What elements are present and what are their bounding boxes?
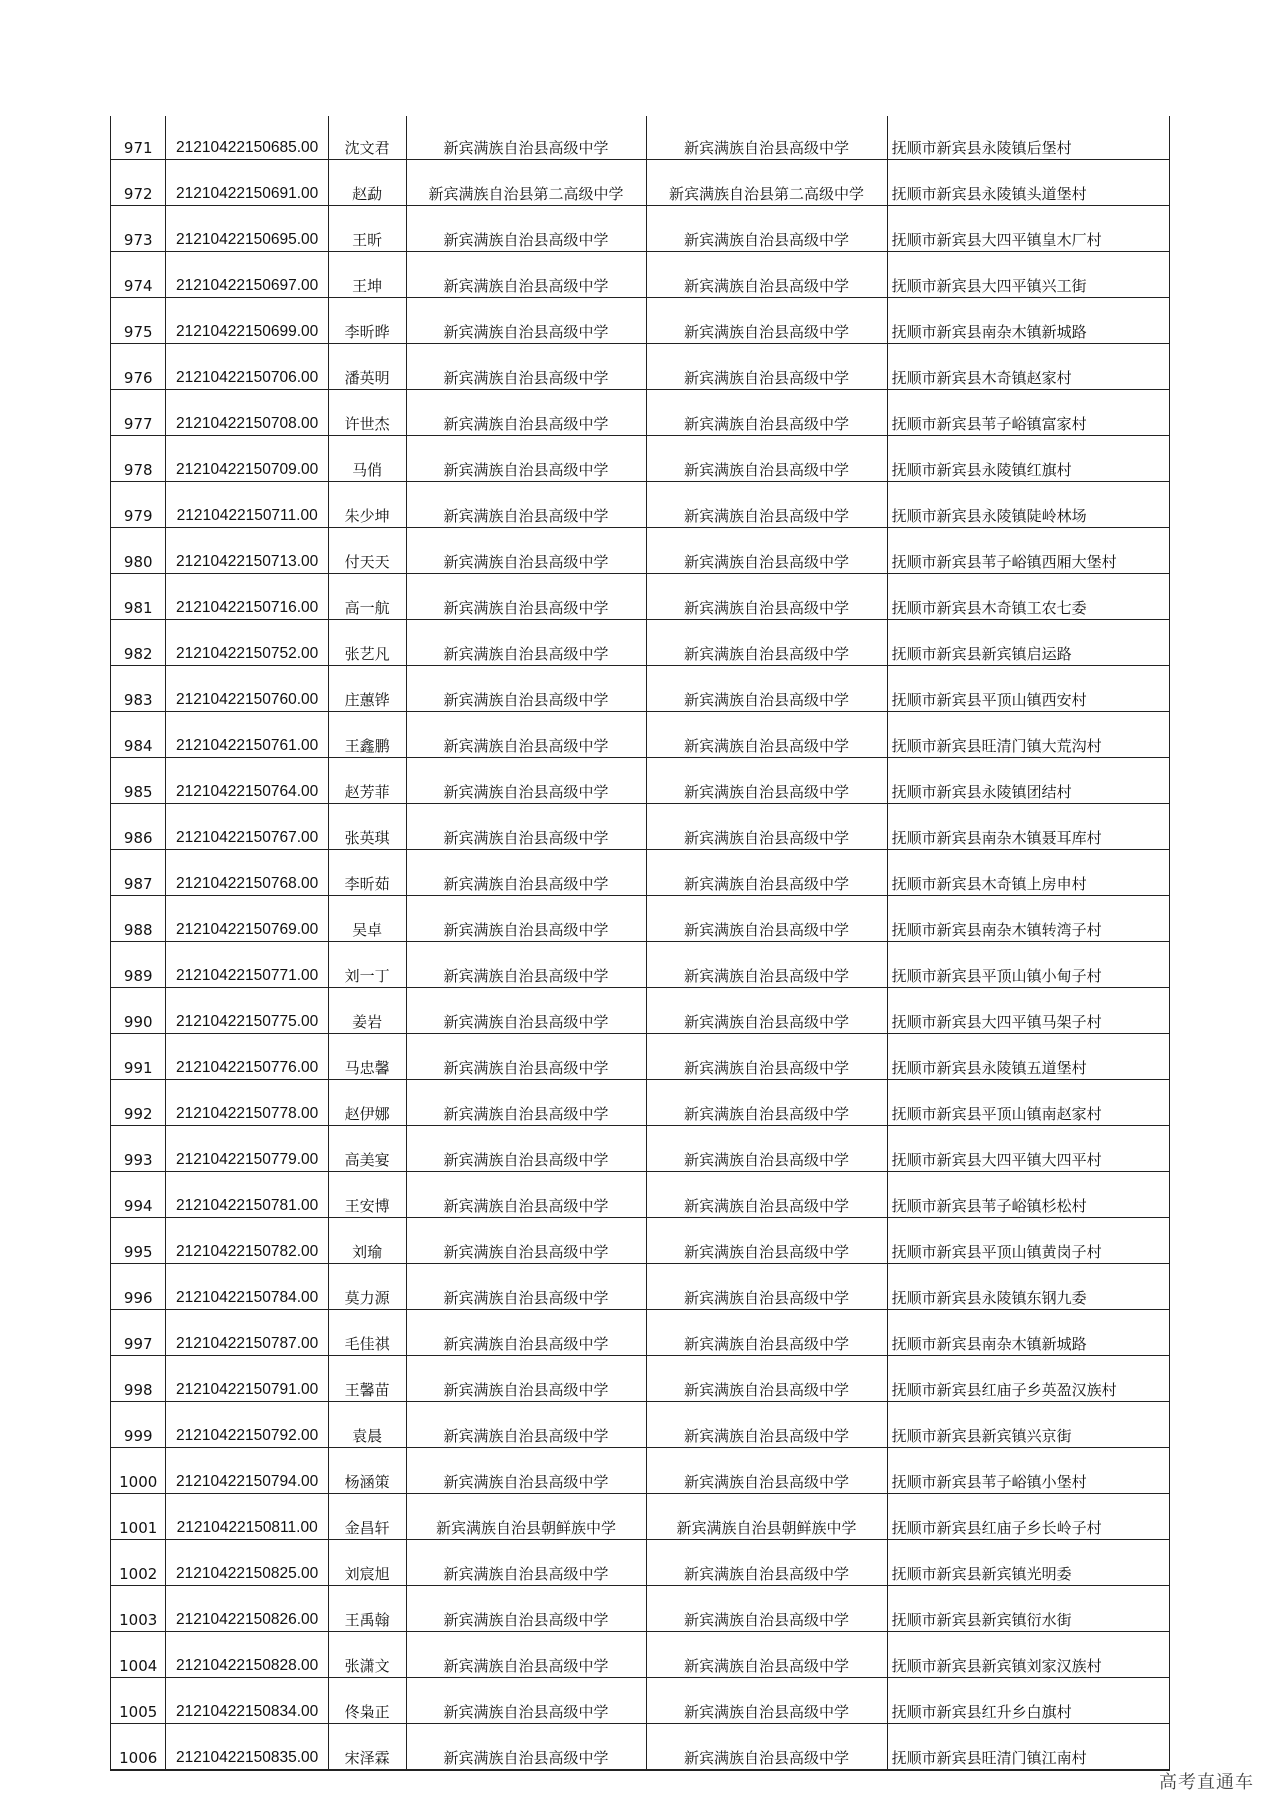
school-name-cell: 新宾满族自治县高级中学 [406,528,646,574]
student-name-cell: 袁晨 [328,1402,406,1448]
exam-number-cell: 21210422150699.00 [166,298,328,344]
student-name-cell: 王安博 [328,1172,406,1218]
exam-number-cell: 21210422150828.00 [166,1632,328,1678]
exam-number-cell: 21210422150713.00 [166,528,328,574]
exam-number-cell: 21210422150767.00 [166,804,328,850]
table-row [111,252,1170,298]
row-number-cell: 1003 [111,1586,166,1632]
table-row [111,482,1170,528]
row-number-cell: 1006 [111,1724,166,1771]
enrolled-school-cell: 新宾满族自治县高级中学 [646,1724,887,1771]
enrolled-school-cell: 新宾满族自治县高级中学 [646,206,887,252]
table-row [111,1356,1170,1402]
row-number-cell: 1001 [111,1494,166,1540]
student-name-cell: 刘宸旭 [328,1540,406,1586]
exam-number-cell: 21210422150768.00 [166,850,328,896]
exam-number-cell: 21210422150835.00 [166,1724,328,1771]
home-address-cell: 抚顺市新宾县新宾镇光明委 [887,1540,1169,1586]
school-name-cell: 新宾满族自治县高级中学 [406,896,646,942]
school-name-cell: 新宾满族自治县高级中学 [406,1356,646,1402]
exam-number-cell: 21210422150760.00 [166,666,328,712]
home-address-cell: 抚顺市新宾县永陵镇后堡村 [887,116,1169,160]
row-number-cell: 1004 [111,1632,166,1678]
exam-number-cell: 21210422150752.00 [166,620,328,666]
enrolled-school-cell: 新宾满族自治县高级中学 [646,436,887,482]
table-row [111,942,1170,988]
enrolled-school-cell: 新宾满族自治县高级中学 [646,988,887,1034]
table-row [111,1586,1170,1632]
exam-number-cell: 21210422150781.00 [166,1172,328,1218]
student-name-cell: 付天天 [328,528,406,574]
home-address-cell: 抚顺市新宾县大四平镇大四平村 [887,1126,1169,1172]
exam-number-cell: 21210422150769.00 [166,896,328,942]
row-number-cell: 995 [111,1218,166,1264]
exam-number-cell: 21210422150825.00 [166,1540,328,1586]
student-name-cell: 张英琪 [328,804,406,850]
enrolled-school-cell: 新宾满族自治县高级中学 [646,620,887,666]
table-row [111,160,1170,206]
school-name-cell: 新宾满族自治县朝鲜族中学 [406,1494,646,1540]
row-number-cell: 979 [111,482,166,528]
student-name-cell: 庄蕙铧 [328,666,406,712]
student-table [110,116,1170,1771]
student-name-cell: 王馨苗 [328,1356,406,1402]
enrolled-school-cell: 新宾满族自治县高级中学 [646,574,887,620]
home-address-cell: 抚顺市新宾县红庙子乡长岭子村 [887,1494,1169,1540]
table-row [111,712,1170,758]
school-name-cell: 新宾满族自治县高级中学 [406,252,646,298]
home-address-cell: 抚顺市新宾县新宾镇启运路 [887,620,1169,666]
student-name-cell: 赵芳菲 [328,758,406,804]
table-row [111,988,1170,1034]
student-name-cell: 王坤 [328,252,406,298]
exam-number-cell: 21210422150794.00 [166,1448,328,1494]
exam-number-cell: 21210422150691.00 [166,160,328,206]
table-row [111,436,1170,482]
home-address-cell: 抚顺市新宾县苇子峪镇富家村 [887,390,1169,436]
table-row [111,528,1170,574]
student-table-body [111,116,1170,1770]
table-row [111,1402,1170,1448]
table-row [111,1126,1170,1172]
enrolled-school-cell: 新宾满族自治县高级中学 [646,1540,887,1586]
school-name-cell: 新宾满族自治县高级中学 [406,1080,646,1126]
enrolled-school-cell: 新宾满族自治县高级中学 [646,1402,887,1448]
student-name-cell: 沈文君 [328,116,406,160]
enrolled-school-cell: 新宾满族自治县高级中学 [646,298,887,344]
row-number-cell: 976 [111,344,166,390]
school-name-cell: 新宾满族自治县高级中学 [406,850,646,896]
table-row [111,298,1170,344]
exam-number-cell: 21210422150792.00 [166,1402,328,1448]
school-name-cell: 新宾满族自治县高级中学 [406,1678,646,1724]
row-number-cell: 972 [111,160,166,206]
exam-number-cell: 21210422150784.00 [166,1264,328,1310]
table-row [111,1310,1170,1356]
school-name-cell: 新宾满族自治县高级中学 [406,1540,646,1586]
row-number-cell: 983 [111,666,166,712]
school-name-cell: 新宾满族自治县高级中学 [406,620,646,666]
enrolled-school-cell: 新宾满族自治县高级中学 [646,344,887,390]
school-name-cell: 新宾满族自治县高级中学 [406,1632,646,1678]
school-name-cell: 新宾满族自治县高级中学 [406,666,646,712]
roster-sheet [110,116,1170,1771]
student-name-cell: 宋泽霖 [328,1724,406,1771]
school-name-cell: 新宾满族自治县高级中学 [406,1264,646,1310]
enrolled-school-cell: 新宾满族自治县高级中学 [646,1080,887,1126]
student-name-cell: 赵伊娜 [328,1080,406,1126]
row-number-cell: 982 [111,620,166,666]
home-address-cell: 抚顺市新宾县平顶山镇西安村 [887,666,1169,712]
row-number-cell: 984 [111,712,166,758]
enrolled-school-cell: 新宾满族自治县高级中学 [646,252,887,298]
student-name-cell: 赵勐 [328,160,406,206]
enrolled-school-cell: 新宾满族自治县高级中学 [646,1448,887,1494]
row-number-cell: 996 [111,1264,166,1310]
home-address-cell: 抚顺市新宾县木奇镇工农七委 [887,574,1169,620]
exam-number-cell: 21210422150697.00 [166,252,328,298]
row-number-cell: 993 [111,1126,166,1172]
row-number-cell: 989 [111,942,166,988]
table-row [111,206,1170,252]
enrolled-school-cell: 新宾满族自治县高级中学 [646,1034,887,1080]
home-address-cell: 抚顺市新宾县旺清门镇江南村 [887,1724,1169,1771]
table-row [111,1678,1170,1724]
enrolled-school-cell: 新宾满族自治县高级中学 [646,666,887,712]
home-address-cell: 抚顺市新宾县大四平镇兴工街 [887,252,1169,298]
table-row [111,758,1170,804]
table-row [111,1724,1170,1771]
home-address-cell: 抚顺市新宾县旺清门镇大荒沟村 [887,712,1169,758]
home-address-cell: 抚顺市新宾县永陵镇五道堡村 [887,1034,1169,1080]
row-number-cell: 999 [111,1402,166,1448]
exam-number-cell: 21210422150791.00 [166,1356,328,1402]
student-name-cell: 马忠馨 [328,1034,406,1080]
student-name-cell: 张艺凡 [328,620,406,666]
enrolled-school-cell: 新宾满族自治县高级中学 [646,1264,887,1310]
exam-number-cell: 21210422150826.00 [166,1586,328,1632]
table-row [111,344,1170,390]
student-name-cell: 潘英明 [328,344,406,390]
school-name-cell: 新宾满族自治县高级中学 [406,116,646,160]
enrolled-school-cell: 新宾满族自治县高级中学 [646,850,887,896]
exam-number-cell: 21210422150706.00 [166,344,328,390]
home-address-cell: 抚顺市新宾县苇子峪镇西厢大堡村 [887,528,1169,574]
home-address-cell: 抚顺市新宾县南杂木镇转湾子村 [887,896,1169,942]
home-address-cell: 抚顺市新宾县平顶山镇南赵家村 [887,1080,1169,1126]
enrolled-school-cell: 新宾满族自治县高级中学 [646,804,887,850]
student-name-cell: 朱少坤 [328,482,406,528]
school-name-cell: 新宾满族自治县高级中学 [406,1402,646,1448]
enrolled-school-cell: 新宾满族自治县第二高级中学 [646,160,887,206]
exam-number-cell: 21210422150764.00 [166,758,328,804]
home-address-cell: 抚顺市新宾县苇子峪镇杉松村 [887,1172,1169,1218]
table-row [111,574,1170,620]
home-address-cell: 抚顺市新宾县南杂木镇新城路 [887,1310,1169,1356]
school-name-cell: 新宾满族自治县高级中学 [406,1034,646,1080]
row-number-cell: 992 [111,1080,166,1126]
student-name-cell: 吴卓 [328,896,406,942]
row-number-cell: 990 [111,988,166,1034]
exam-number-cell: 21210422150709.00 [166,436,328,482]
enrolled-school-cell: 新宾满族自治县高级中学 [646,1586,887,1632]
row-number-cell: 1000 [111,1448,166,1494]
row-number-cell: 997 [111,1310,166,1356]
exam-number-cell: 21210422150787.00 [166,1310,328,1356]
enrolled-school-cell: 新宾满族自治县高级中学 [646,1310,887,1356]
enrolled-school-cell: 新宾满族自治县高级中学 [646,712,887,758]
enrolled-school-cell: 新宾满族自治县朝鲜族中学 [646,1494,887,1540]
student-name-cell: 姜岩 [328,988,406,1034]
table-row [111,1034,1170,1080]
table-row [111,1080,1170,1126]
table-row [111,1448,1170,1494]
exam-number-cell: 21210422150782.00 [166,1218,328,1264]
home-address-cell: 抚顺市新宾县南杂木镇聂耳库村 [887,804,1169,850]
exam-number-cell: 21210422150834.00 [166,1678,328,1724]
school-name-cell: 新宾满族自治县高级中学 [406,390,646,436]
home-address-cell: 抚顺市新宾县南杂木镇新城路 [887,298,1169,344]
row-number-cell: 988 [111,896,166,942]
school-name-cell: 新宾满族自治县高级中学 [406,1310,646,1356]
table-row [111,1264,1170,1310]
student-name-cell: 张潇文 [328,1632,406,1678]
table-row [111,116,1170,160]
school-name-cell: 新宾满族自治县高级中学 [406,1586,646,1632]
student-name-cell: 李昕晔 [328,298,406,344]
row-number-cell: 973 [111,206,166,252]
table-row [111,1172,1170,1218]
home-address-cell: 抚顺市新宾县红升乡白旗村 [887,1678,1169,1724]
home-address-cell: 抚顺市新宾县红庙子乡英盈汉族村 [887,1356,1169,1402]
student-name-cell: 王昕 [328,206,406,252]
school-name-cell: 新宾满族自治县高级中学 [406,482,646,528]
exam-number-cell: 21210422150771.00 [166,942,328,988]
enrolled-school-cell: 新宾满族自治县高级中学 [646,390,887,436]
row-number-cell: 981 [111,574,166,620]
home-address-cell: 抚顺市新宾县永陵镇陡岭林场 [887,482,1169,528]
row-number-cell: 994 [111,1172,166,1218]
home-address-cell: 抚顺市新宾县平顶山镇小甸子村 [887,942,1169,988]
row-number-cell: 980 [111,528,166,574]
home-address-cell: 抚顺市新宾县苇子峪镇小堡村 [887,1448,1169,1494]
student-name-cell: 李昕茹 [328,850,406,896]
student-name-cell: 佟枭正 [328,1678,406,1724]
row-number-cell: 977 [111,390,166,436]
table-row [111,850,1170,896]
enrolled-school-cell: 新宾满族自治县高级中学 [646,528,887,574]
row-number-cell: 998 [111,1356,166,1402]
school-name-cell: 新宾满族自治县高级中学 [406,712,646,758]
exam-number-cell: 21210422150711.00 [166,482,328,528]
table-row [111,804,1170,850]
enrolled-school-cell: 新宾满族自治县高级中学 [646,1678,887,1724]
home-address-cell: 抚顺市新宾县木奇镇上房申村 [887,850,1169,896]
student-name-cell: 高美宴 [328,1126,406,1172]
row-number-cell: 986 [111,804,166,850]
school-name-cell: 新宾满族自治县高级中学 [406,298,646,344]
row-number-cell: 1005 [111,1678,166,1724]
student-name-cell: 许世杰 [328,390,406,436]
enrolled-school-cell: 新宾满族自治县高级中学 [646,1172,887,1218]
enrolled-school-cell: 新宾满族自治县高级中学 [646,1632,887,1678]
table-row [111,1494,1170,1540]
school-name-cell: 新宾满族自治县高级中学 [406,804,646,850]
exam-number-cell: 21210422150776.00 [166,1034,328,1080]
table-row [111,1540,1170,1586]
school-name-cell: 新宾满族自治县高级中学 [406,758,646,804]
home-address-cell: 抚顺市新宾县大四平镇马架子村 [887,988,1169,1034]
school-name-cell: 新宾满族自治县高级中学 [406,1218,646,1264]
row-number-cell: 987 [111,850,166,896]
enrolled-school-cell: 新宾满族自治县高级中学 [646,1356,887,1402]
school-name-cell: 新宾满族自治县高级中学 [406,206,646,252]
school-name-cell: 新宾满族自治县高级中学 [406,1448,646,1494]
home-address-cell: 抚顺市新宾县大四平镇皇木厂村 [887,206,1169,252]
school-name-cell: 新宾满族自治县高级中学 [406,1126,646,1172]
table-row [111,666,1170,712]
home-address-cell: 抚顺市新宾县新宾镇衍水街 [887,1586,1169,1632]
watermark-text: 高考直通车 [1159,1772,1254,1793]
table-row [111,390,1170,436]
home-address-cell: 抚顺市新宾县永陵镇红旗村 [887,436,1169,482]
school-name-cell: 新宾满族自治县高级中学 [406,942,646,988]
exam-number-cell: 21210422150778.00 [166,1080,328,1126]
table-row [111,1218,1170,1264]
table-row [111,896,1170,942]
row-number-cell: 971 [111,116,166,160]
row-number-cell: 991 [111,1034,166,1080]
row-number-cell: 978 [111,436,166,482]
student-name-cell: 莫力源 [328,1264,406,1310]
school-name-cell: 新宾满族自治县高级中学 [406,1172,646,1218]
exam-number-cell: 21210422150775.00 [166,988,328,1034]
student-name-cell: 王禹翰 [328,1586,406,1632]
enrolled-school-cell: 新宾满族自治县高级中学 [646,758,887,804]
student-name-cell: 刘瑜 [328,1218,406,1264]
school-name-cell: 新宾满族自治县高级中学 [406,988,646,1034]
exam-number-cell: 21210422150708.00 [166,390,328,436]
school-name-cell: 新宾满族自治县高级中学 [406,1724,646,1771]
table-row [111,1632,1170,1678]
enrolled-school-cell: 新宾满族自治县高级中学 [646,942,887,988]
student-name-cell: 杨涵策 [328,1448,406,1494]
exam-number-cell: 21210422150695.00 [166,206,328,252]
school-name-cell: 新宾满族自治县高级中学 [406,436,646,482]
row-number-cell: 974 [111,252,166,298]
student-name-cell: 刘一丁 [328,942,406,988]
home-address-cell: 抚顺市新宾县木奇镇赵家村 [887,344,1169,390]
exam-number-cell: 21210422150779.00 [166,1126,328,1172]
enrolled-school-cell: 新宾满族自治县高级中学 [646,1218,887,1264]
enrolled-school-cell: 新宾满族自治县高级中学 [646,896,887,942]
school-name-cell: 新宾满族自治县高级中学 [406,344,646,390]
student-name-cell: 毛佳祺 [328,1310,406,1356]
student-name-cell: 金昌轩 [328,1494,406,1540]
student-name-cell: 高一航 [328,574,406,620]
home-address-cell: 抚顺市新宾县新宾镇兴京街 [887,1402,1169,1448]
student-name-cell: 马俏 [328,436,406,482]
enrolled-school-cell: 新宾满族自治县高级中学 [646,116,887,160]
enrolled-school-cell: 新宾满族自治县高级中学 [646,1126,887,1172]
home-address-cell: 抚顺市新宾县永陵镇头道堡村 [887,160,1169,206]
enrolled-school-cell: 新宾满族自治县高级中学 [646,482,887,528]
home-address-cell: 抚顺市新宾县永陵镇东钢九委 [887,1264,1169,1310]
exam-number-cell: 21210422150716.00 [166,574,328,620]
home-address-cell: 抚顺市新宾县永陵镇团结村 [887,758,1169,804]
school-name-cell: 新宾满族自治县第二高级中学 [406,160,646,206]
school-name-cell: 新宾满族自治县高级中学 [406,574,646,620]
exam-number-cell: 21210422150685.00 [166,116,328,160]
row-number-cell: 975 [111,298,166,344]
exam-number-cell: 21210422150761.00 [166,712,328,758]
row-number-cell: 985 [111,758,166,804]
home-address-cell: 抚顺市新宾县平顶山镇黄岗子村 [887,1218,1169,1264]
home-address-cell: 抚顺市新宾县新宾镇刘家汉族村 [887,1632,1169,1678]
exam-number-cell: 21210422150811.00 [166,1494,328,1540]
table-row [111,620,1170,666]
row-number-cell: 1002 [111,1540,166,1586]
student-name-cell: 王鑫鹏 [328,712,406,758]
